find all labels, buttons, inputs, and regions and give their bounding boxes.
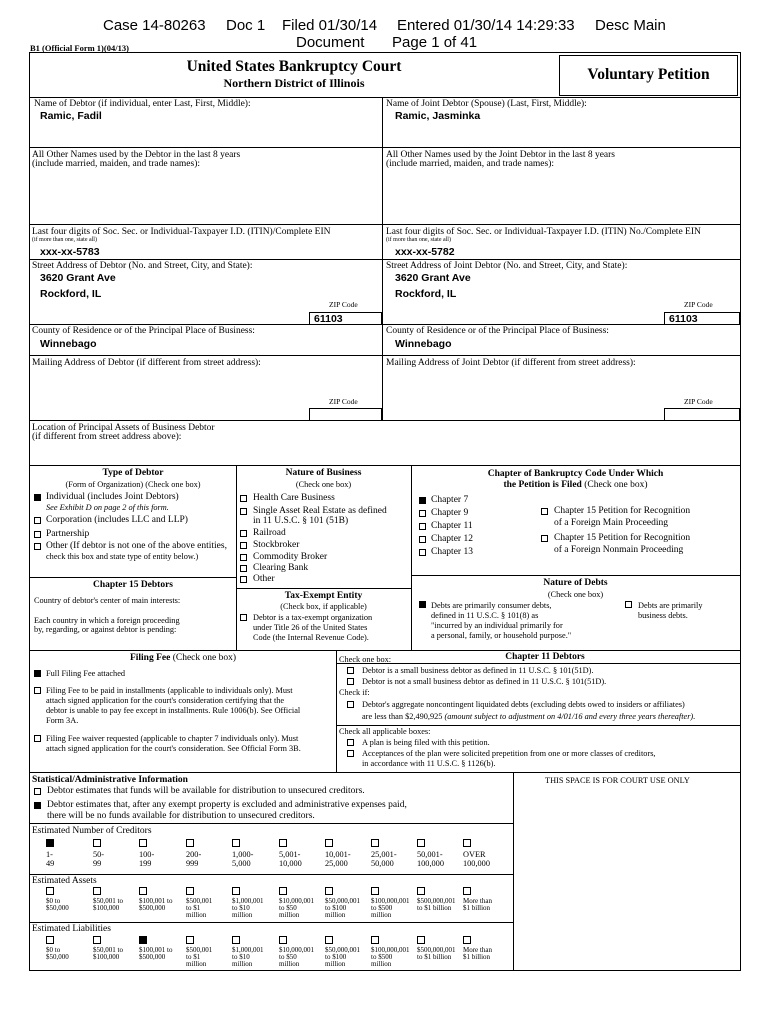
health-care-checkbox[interactable] [240, 495, 247, 502]
chapter15-country-label: Country of debtor's center of main interests: [34, 596, 181, 605]
joint-name[interactable]: Ramic, Jasminka [395, 110, 481, 122]
assets-range-5-label: million [232, 911, 253, 919]
liabilities-range-10-label: $1 billion [463, 953, 491, 961]
doc-number: Doc 1 [226, 17, 266, 34]
creditors-range-5-checkbox[interactable] [232, 839, 240, 847]
aggregate-debts-amount: are less than $2,490,925 [362, 712, 443, 721]
assets-range-6-label: million [279, 911, 300, 919]
installments-line-1: Filing Fee to be paid in installments (applicable to individuals only). Must [46, 686, 293, 695]
chapter-15-main-label: Chapter 15 Petition for Recognition [554, 506, 691, 516]
assets-range-1-label: $0 to [46, 897, 61, 905]
no-funds-line-2: there will be no funds available for distribution to unsecured creditors. [47, 811, 315, 821]
debtor-mailing-zip[interactable] [309, 408, 382, 420]
assets-range-3-label: $500,000 [139, 904, 166, 912]
tax-exempt-title: Tax-Exempt Entity [284, 591, 363, 601]
joint-mailing-zip-label: ZIP Code [684, 397, 713, 406]
debtor-street[interactable]: 3620 Grant Ave [40, 272, 116, 284]
joint-name-label: Name of Joint Debtor (Spouse) (Last, First, Middle): [386, 99, 587, 109]
creditors-range-9-label: 50,001- [417, 850, 443, 859]
creditors-range-8-checkbox[interactable] [371, 839, 379, 847]
debtor-county[interactable]: Winnebago [40, 338, 97, 350]
debtor-ssn-sub: (if more than one, state all) [32, 237, 97, 243]
liabilities-range-9-label: $500,000,001 [417, 946, 456, 954]
district-name: Northern District of Illinois [223, 76, 365, 90]
liabilities-range-5-label: to $10 [232, 953, 250, 961]
assets-range-8-label: $100,000,001 [371, 897, 410, 905]
creditors-range-5-label: 1,000- [232, 850, 254, 859]
liabilities-range-6-checkbox[interactable] [279, 936, 287, 944]
location-label-2: (if different from street address above): [32, 432, 182, 442]
individual-note: See Exhibit D on page 2 of this form. [46, 503, 169, 512]
individual-checkbox[interactable] [34, 494, 41, 501]
creditors-range-10-label: OVER [463, 850, 486, 859]
debtor-address-label: Street Address of Debtor (No. and Street, City, and State): [32, 261, 253, 271]
petition-title: Voluntary Petition [587, 66, 710, 83]
chapter-15-nonmain-label-2: of a Foreign Nonmain Proceeding [554, 545, 684, 555]
health-care-label: Health Care Business [253, 493, 335, 503]
debtor-name[interactable]: Ramic, Fadil [40, 110, 102, 122]
assets-range-9-label: to $1 billion [417, 904, 452, 912]
chapter-15-nonmain-label: Chapter 15 Petition for Recognition [554, 533, 691, 543]
creditors-range-5-label: 5,000 [232, 859, 251, 868]
debtor-other-names-label: All Other Names used by the Debtor in the last 8 years [32, 150, 241, 160]
page-indicator: Page 1 of 41 [392, 34, 478, 51]
assets-range-7-label: $50,000,001 [325, 897, 360, 905]
liabilities-range-7-checkbox[interactable] [325, 936, 333, 944]
corporation-label: Corporation (includes LLC and LLP) [46, 515, 188, 525]
creditors-range-8-label: 25,001- [371, 850, 397, 859]
installments-line-4: Form 3A. [46, 716, 79, 725]
creditors-range-9-label: 100,000 [417, 859, 444, 868]
liabilities-range-7-label: million [325, 960, 346, 968]
joint-ssn-label: Last four digits of Soc. Sec. or Individual-Taxpayer I.D. (ITIN) No./Complete EIN [386, 227, 701, 237]
installments-line-3: debtor is unable to pay fee except in installments. Rule 1006(b). See Official [46, 706, 301, 715]
corporation-checkbox[interactable] [34, 517, 41, 524]
chapter-11-checkbox[interactable] [419, 523, 426, 530]
funds-available-checkbox[interactable] [34, 788, 41, 795]
location-label: Location of Principal Assets of Business Debtor [32, 423, 215, 433]
full-filing-fee-label: Full Filing Fee attached [46, 669, 126, 678]
liabilities-range-6-label: $10,000,001 [279, 946, 314, 954]
debtor-name-label: Name of Debtor (if individual, enter Last, First, Middle): [34, 99, 251, 109]
consumer-debts-line-1: Debts are primarily consumer debts, [431, 601, 552, 610]
single-asset-label-2: in 11 U.S.C. § 101 (51B) [253, 516, 349, 526]
joint-address-label: Street Address of Joint Debtor (No. and Street, City, and State): [386, 261, 628, 271]
joint-mailing-label: Mailing Address of Joint Debtor (if different from street address): [386, 358, 636, 368]
chapter-12-checkbox[interactable] [419, 536, 426, 543]
chapter-13-checkbox[interactable] [419, 549, 426, 556]
liabilities-range-9-checkbox[interactable] [417, 936, 425, 944]
chapter11-check-all: Check all applicable boxes: [339, 727, 431, 736]
debtor-zip[interactable]: 61103 [309, 312, 382, 324]
fee-waiver-checkbox[interactable] [34, 735, 41, 742]
liabilities-range-4-label: million [186, 960, 207, 968]
creditors-range-6-label: 5,001- [279, 850, 301, 859]
other-entity-checkbox[interactable] [34, 543, 41, 550]
debtor-zip-label: ZIP Code [329, 300, 358, 309]
creditors-range-3-checkbox[interactable] [139, 839, 147, 847]
clearing-bank-label: Clearing Bank [253, 563, 309, 573]
liabilities-range-10-label: More than [463, 946, 492, 954]
not-small-business-label: Debtor is not a small business debtor as defined in 11 U.S.C. § 101(51D). [362, 677, 607, 686]
chapter-9-checkbox[interactable] [419, 510, 426, 517]
creditors-range-7-checkbox[interactable] [325, 839, 333, 847]
no-funds-checkbox[interactable] [34, 802, 41, 809]
aggregate-debts-line-2 [362, 712, 695, 721]
fee-waiver-line-2: attach signed application for the court's consideration. See Official Form 3B. [46, 744, 301, 753]
railroad-checkbox[interactable] [240, 530, 247, 537]
assets-range-10-checkbox[interactable] [463, 887, 471, 895]
liabilities-range-8-label: million [371, 960, 392, 968]
clearing-bank-checkbox[interactable] [240, 565, 247, 572]
small-business-checkbox[interactable] [347, 667, 354, 674]
assets-range-8-label: million [371, 911, 392, 919]
joint-other-names-label: All Other Names used by the Joint Debtor in the last 8 years [386, 150, 616, 160]
chapter-9-label: Chapter 9 [431, 508, 469, 518]
chapter-title-2 [411, 480, 740, 491]
liabilities-range-4-label: $500,001 [186, 946, 213, 954]
filing-fee-title-line [30, 653, 336, 664]
nature-of-business-title: Nature of Business [285, 468, 362, 478]
assets-range-3-label: $100,001 to [139, 897, 173, 905]
assets-range-4-checkbox[interactable] [186, 887, 194, 895]
assets-range-2-label: $100,000 [93, 904, 120, 912]
liabilities-range-5-label: $1,000,001 [232, 946, 264, 954]
individual-label: Individual (includes Joint Debtors) [46, 492, 179, 502]
tax-exempt-line-2: under Title 26 of the United States [253, 623, 368, 632]
chapter-title-2-sub: (Check one box) [584, 480, 648, 490]
stockbroker-label: Stockbroker [253, 540, 300, 550]
creditors-range-4-checkbox[interactable] [186, 839, 194, 847]
creditors-range-2-checkbox[interactable] [93, 839, 101, 847]
joint-county-label: County of Residence or of the Principal Place of Business: [386, 326, 609, 336]
creditors-range-9-checkbox[interactable] [417, 839, 425, 847]
funds-available-label: Debtor estimates that funds will be available for distribution to unsecured creditors. [47, 786, 365, 796]
chapter-15-main-checkbox[interactable] [541, 508, 548, 515]
debtor-ssn-label: Last four digits of Soc. Sec. or Individual-Taxpayer I.D. (ITIN)/Complete EIN [32, 227, 331, 237]
chapter11-title: Chapter 11 Debtors [505, 652, 585, 662]
debtor-other-names-label-2: (include married, maiden, and trade names): [32, 159, 201, 169]
creditors-range-3-label: 100- [139, 850, 155, 859]
assets-range-7-checkbox[interactable] [325, 887, 333, 895]
assets-range-6-checkbox[interactable] [279, 887, 287, 895]
business-debts-line-2: business debts. [638, 611, 688, 620]
tax-exempt-line-1: Debtor is a tax-exempt organization [253, 613, 373, 622]
assets-range-9-label: $500,000,001 [417, 897, 456, 905]
liabilities-range-5-checkbox[interactable] [232, 936, 240, 944]
liabilities-range-1-label: $0 to [46, 946, 61, 954]
chapter11-check-one: Check one box: [339, 655, 392, 664]
fee-waiver-line-1: Filing Fee waiver requested (applicable to chapter 7 individuals only). Must [46, 734, 299, 743]
creditors-range-4-label: 200- [186, 850, 202, 859]
not-small-business-checkbox[interactable] [347, 678, 354, 685]
liabilities-range-2-checkbox[interactable] [93, 936, 101, 944]
liabilities-range-10-checkbox[interactable] [463, 936, 471, 944]
creditors-range-10-label: 100,000 [463, 859, 490, 868]
commodity-broker-checkbox[interactable] [240, 554, 247, 561]
creditors-range-3-label: 199 [139, 859, 152, 868]
liabilities-range-8-checkbox[interactable] [371, 936, 379, 944]
tax-exempt-subtitle: (Check box, if applicable) [280, 602, 367, 611]
document-label: Document [296, 34, 365, 51]
joint-ssn[interactable]: xxx-xx-5782 [395, 246, 455, 258]
installments-line-2: attach signed application for the court's consideration certifying that the [46, 696, 285, 705]
assets-range-4-label: $500,001 [186, 897, 213, 905]
joint-city[interactable]: Rockford, IL [395, 288, 457, 300]
liabilities-range-1-label: $50,000 [46, 953, 69, 961]
creditors-range-7-label: 10,001- [325, 850, 351, 859]
chapter15-each-label-2: by, regarding, or against debtor is pending: [34, 625, 177, 634]
chapter-title-2-bold: the Petition is Filed [503, 480, 582, 490]
assets-range-4-label: million [186, 911, 207, 919]
consumer-debts-checkbox[interactable] [419, 601, 426, 608]
filed-date: Filed 01/30/14 [282, 17, 378, 34]
business-debts-line-1: Debts are primarily [638, 601, 703, 610]
creditors-range-2-label: 50- [93, 850, 105, 859]
liabilities-range-3-label: $500,000 [139, 953, 166, 961]
creditors-range-6-label: 10,000 [279, 859, 302, 868]
partnership-label: Partnership [46, 529, 90, 539]
joint-ssn-sub: (if more than one, state all) [386, 237, 451, 243]
creditors-range-4-label: 999 [186, 859, 199, 868]
liabilities-range-8-label: to $500 [371, 953, 393, 961]
nature-of-debts-subtitle: (Check one box) [547, 590, 604, 599]
consumer-debts-line-2: defined in 11 U.S.C. § 101(8) as [431, 611, 539, 620]
acceptances-line-1: Acceptances of the plan were solicited prepetition from one or more classes of creditors, [362, 749, 656, 758]
liabilities-range-2-label: $50,001 to [93, 946, 123, 954]
form-id: B1 (Official Form 1)(04/13) [30, 43, 129, 53]
single-asset-checkbox[interactable] [240, 508, 247, 515]
case-number: Case 14-80263 [103, 17, 206, 34]
type-of-debtor-title: Type of Debtor [102, 468, 164, 478]
type-of-debtor-subtitle: (Form of Organization) (Check one box) [65, 480, 201, 489]
chapter-15-nonmain-checkbox[interactable] [541, 535, 548, 542]
liabilities-range-4-checkbox[interactable] [186, 936, 194, 944]
debtor-ssn[interactable]: xxx-xx-5783 [40, 246, 100, 258]
assets-range-5-label: to $10 [232, 904, 250, 912]
joint-zip-label: ZIP Code [684, 300, 713, 309]
consumer-debts-line-4: a personal, family, or household purpose." [431, 631, 572, 640]
chapter-13-label: Chapter 13 [431, 547, 473, 557]
partnership-checkbox[interactable] [34, 531, 41, 538]
single-asset-label: Single Asset Real Estate as defined [253, 506, 387, 516]
stockbroker-checkbox[interactable] [240, 542, 247, 549]
liabilities-range-1-checkbox[interactable] [46, 936, 54, 944]
assets-range-5-checkbox[interactable] [232, 887, 240, 895]
liabilities-range-9-label: to $1 billion [417, 953, 452, 961]
chapter-12-label: Chapter 12 [431, 534, 473, 544]
liabilities-title: Estimated Liabilities [32, 924, 111, 934]
assets-range-1-label: $50,000 [46, 904, 69, 912]
liabilities-range-4-label: to $1 [186, 953, 201, 961]
stats-title: Statistical/Administrative Information [32, 775, 188, 785]
liabilities-range-6-label: million [279, 960, 300, 968]
assets-range-6-label: to $50 [279, 904, 297, 912]
chapter-7-checkbox[interactable] [419, 497, 426, 504]
chapter11-check-if: Check if: [339, 688, 370, 697]
desc-main: Desc Main [595, 17, 666, 34]
no-funds-line-1: Debtor estimates that, after any exempt property is excluded and administrative expenses paid, [47, 800, 407, 810]
plan-filed-label: A plan is being filed with this petition. [362, 738, 490, 747]
creditors-range-10-checkbox[interactable] [463, 839, 471, 847]
assets-range-3-checkbox[interactable] [139, 887, 147, 895]
liabilities-range-2-label: $100,000 [93, 953, 120, 961]
nature-of-business-subtitle: (Check one box) [295, 480, 352, 489]
other-entity-label-2: check this box and state type of entity below.) [46, 552, 199, 561]
assets-range-2-label: $50,001 to [93, 897, 123, 905]
tax-exempt-line-3: Code (the Internal Revenue Code). [253, 633, 369, 642]
joint-mailing-zip[interactable] [664, 408, 740, 420]
acceptances-line-2: in accordance with 11 U.S.C. § 1126(b). [362, 759, 496, 768]
chapter-15-main-label-2: of a Foreign Main Proceeding [554, 518, 668, 528]
joint-other-names-label-2: (include married, maiden, and trade names): [386, 159, 555, 169]
assets-range-7-label: million [325, 911, 346, 919]
aggregate-debts-checkbox[interactable] [347, 701, 354, 708]
debtor-mailing-label: Mailing Address of Debtor (if different from street address): [32, 358, 261, 368]
liabilities-range-3-checkbox[interactable] [139, 936, 147, 944]
chapter-7-label: Chapter 7 [431, 495, 469, 505]
liabilities-range-7-label: $50,000,001 [325, 946, 360, 954]
debtor-mailing-zip-label: ZIP Code [329, 397, 358, 406]
chapter-11-label: Chapter 11 [431, 521, 473, 531]
court-name: United States Bankruptcy Court [186, 58, 402, 75]
debtor-city[interactable]: Rockford, IL [40, 288, 102, 300]
creditors-title: Estimated Number of Creditors [32, 826, 152, 836]
commodity-broker-label: Commodity Broker [253, 552, 328, 562]
acceptances-checkbox[interactable] [347, 750, 354, 757]
assets-range-4-label: to $1 [186, 904, 201, 912]
assets-range-8-checkbox[interactable] [371, 887, 379, 895]
assets-title: Estimated Assets [32, 876, 97, 886]
small-business-label: Debtor is a small business debtor as defined in 11 U.S.C. § 101(51D). [362, 666, 594, 675]
business-debts-checkbox[interactable] [625, 601, 632, 608]
assets-range-5-label: $1,000,001 [232, 897, 264, 905]
assets-range-7-label: to $100 [325, 904, 347, 912]
assets-range-9-checkbox[interactable] [417, 887, 425, 895]
aggregate-debts-note: (amount subject to adjustment on 4/01/16 and every three years thereafter). [444, 712, 696, 721]
railroad-label: Railroad [253, 528, 286, 538]
liabilities-range-6-label: to $50 [279, 953, 297, 961]
creditors-range-8-label: 50,000 [371, 859, 394, 868]
tax-exempt-checkbox[interactable] [240, 614, 247, 621]
liabilities-range-8-label: $100,000,001 [371, 946, 410, 954]
creditors-range-2-label: 99 [93, 859, 102, 868]
chapter-title: Chapter of Bankruptcy Code Under Which [487, 469, 664, 479]
joint-zip[interactable]: 61103 [664, 312, 740, 324]
assets-range-1-checkbox[interactable] [46, 887, 54, 895]
court-use-only: THIS SPACE IS FOR COURT USE ONLY [545, 776, 690, 785]
other-business-label: Other [253, 574, 275, 584]
assets-range-2-checkbox[interactable] [93, 887, 101, 895]
liabilities-range-3-label: $100,001 to [139, 946, 173, 954]
other-business-checkbox[interactable] [240, 576, 247, 583]
assets-range-6-label: $10,000,001 [279, 897, 314, 905]
chapter15-each-label: Each country in which a foreign proceeding [34, 616, 180, 625]
joint-county[interactable]: Winnebago [395, 338, 452, 350]
other-entity-label: Other (If debtor is not one of the above entities, [46, 541, 227, 551]
creditors-range-1-label: 49 [46, 859, 55, 868]
debtor-county-label: County of Residence or of the Principal Place of Business: [32, 326, 255, 336]
assets-range-10-label: More than [463, 897, 492, 905]
joint-street[interactable]: 3620 Grant Ave [395, 272, 471, 284]
creditors-range-6-checkbox[interactable] [279, 839, 287, 847]
creditors-range-7-label: 25,000 [325, 859, 348, 868]
installments-checkbox[interactable] [34, 687, 41, 694]
aggregate-debts-line-1: Debtor's aggregate noncontingent liquidated debts (excluding debts owed to insiders or affiliates) [362, 700, 685, 709]
filing-fee-subtitle: (Check one box) [172, 653, 237, 663]
assets-range-8-label: to $500 [371, 904, 393, 912]
creditors-range-1-checkbox[interactable] [46, 839, 54, 847]
assets-range-10-label: $1 billion [463, 904, 491, 912]
liabilities-range-5-label: million [232, 960, 253, 968]
entered-date: Entered 01/30/14 14:29:33 [397, 17, 575, 34]
creditors-range-1-label: 1- [46, 850, 53, 859]
consumer-debts-line-3: "incurred by an individual primarily for [431, 621, 563, 630]
filing-fee-title: Filing Fee [129, 653, 171, 663]
plan-filed-checkbox[interactable] [347, 739, 354, 746]
liabilities-range-7-label: to $100 [325, 953, 347, 961]
full-filing-fee-checkbox[interactable] [34, 670, 41, 677]
chapter15-debtors-title: Chapter 15 Debtors [92, 580, 174, 590]
nature-of-debts-title: Nature of Debts [543, 578, 608, 588]
